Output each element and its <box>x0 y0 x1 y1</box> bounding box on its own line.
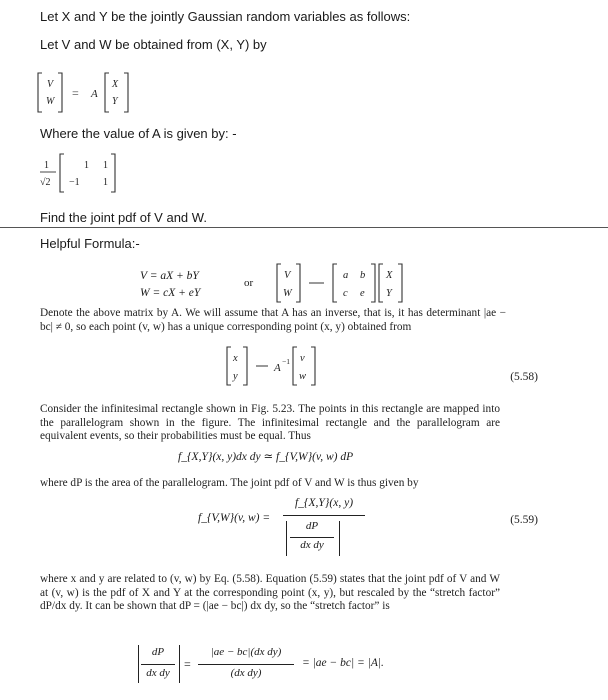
ms-v: V <box>284 270 291 281</box>
a21: −1 <box>69 177 80 188</box>
scale-numerator: 1 <box>44 160 49 171</box>
transform-equation-graphic <box>36 70 146 116</box>
e558-w: w <box>299 371 307 382</box>
a12: 1 <box>103 160 108 171</box>
ms-w: W <box>283 288 292 299</box>
matrix-a-value <box>34 150 144 201</box>
xy-rhs-x: X <box>112 79 119 90</box>
book-paragraph-2: Consider the infinitesimal rectangle shown in Fig. 5.23. The points in this rectangle are mapped into the parallelogram shown in the figure. The infinitesimal rectangle and the parallelogram are equivalent events, so their probabilities must be equal. Thus <box>40 403 500 442</box>
where-a-line: Where the value of A is given by: - <box>40 126 237 141</box>
eq-number-5-58: (5.58) <box>510 371 538 383</box>
last-rhs: = |ae − bc| = |A|. <box>302 657 384 669</box>
a22: 1 <box>103 177 108 188</box>
ms-b: b <box>360 270 366 281</box>
ms-c: c <box>343 288 348 299</box>
matrix-system <box>276 262 416 311</box>
matrix-system-graphic <box>276 262 416 306</box>
eq559-fraction-bar <box>283 515 365 516</box>
last-equals: = <box>184 657 191 671</box>
e558-v: v <box>300 353 305 364</box>
eq559-dxdy: dx dy <box>300 539 324 551</box>
or-word: or <box>244 277 254 289</box>
last-frac2-bar <box>198 664 294 665</box>
e558-y: y <box>233 371 238 382</box>
xy-rhs-y: Y <box>112 96 118 107</box>
last-frac1-num: dP <box>151 646 165 658</box>
equals-sign: = <box>72 86 79 100</box>
probability-equivalence: f_{X,Y}(x, y)dx dy ≃ f_{V,W}(v, w) dP <box>178 451 354 463</box>
eq-number-5-59: (5.59) <box>510 514 538 526</box>
equation-5-58 <box>226 345 336 394</box>
system-line-2: W = cX + eY <box>140 287 201 299</box>
last-frac2-num: |ae − bc|(dx dy) <box>210 646 282 658</box>
problem-line-2: Let V and W be obtained from (X, Y) by <box>40 37 267 52</box>
a11: 1 <box>84 160 89 171</box>
e558-inverse: −1 <box>282 357 290 366</box>
linear-system <box>140 268 200 302</box>
find-line: Find the joint pdf of V and W. <box>40 210 207 225</box>
book-paragraph-1: Denote the above matrix by A. We will assume that A has an inverse, that is, it has determinant |ae − bc| ≠ 0, so each point (v, w) has a unique corresponding point (x, y) obtained from <box>40 307 506 333</box>
vw-lhs-v: V <box>47 79 54 90</box>
book-paragraph-4: where x and y are related to (v, w) by Eq. (5.58). Equation (5.59) states that the joint pdf of V and W at (v, w) is the pdf of X and Y at the corresponding point (x, y), but rescaled by the “stretch factor” dP/dx dy. It can be shown that dP = (|ae − bc|) dx dy, so the “stretch factor” is <box>40 573 500 612</box>
problem-line-1: Let X and Y be the jointly Gaussian random variables as follows: <box>40 9 411 24</box>
system-line-1: V = aX + bY <box>140 270 199 282</box>
e558-x: x <box>233 353 238 364</box>
helpful-formula-heading: Helpful Formula:- <box>40 236 140 251</box>
divider <box>0 227 608 228</box>
e558-a: A <box>274 362 281 374</box>
eq559-dp: dP <box>305 520 319 532</box>
equation-5-59-lhs: f_{V,W}(v, w) = <box>198 512 271 524</box>
eq559-inner-bar <box>290 537 334 538</box>
ms-a: a <box>343 270 349 281</box>
last-frac1-den: dx dy <box>146 667 170 679</box>
ms-x: X <box>386 270 393 281</box>
equation-5-58-graphic <box>226 345 336 389</box>
last-frac2-den: (dx dy) <box>230 667 262 679</box>
eq559-numerator: f_{X,Y}(x, y) <box>294 497 354 509</box>
book-paragraph-3: where dP is the area of the parallelogram. The joint pdf of V and W is thus given by <box>40 477 419 489</box>
ms-y: Y <box>386 288 392 299</box>
scale-denominator: √2 <box>40 177 51 188</box>
matrix-a-graphic <box>34 150 144 196</box>
last-frac1-bar <box>141 664 175 665</box>
matrix-a-symbol: A <box>91 88 98 100</box>
transform-equation <box>36 70 146 121</box>
ms-e: e <box>360 288 365 299</box>
vw-lhs-w: W <box>46 96 55 107</box>
